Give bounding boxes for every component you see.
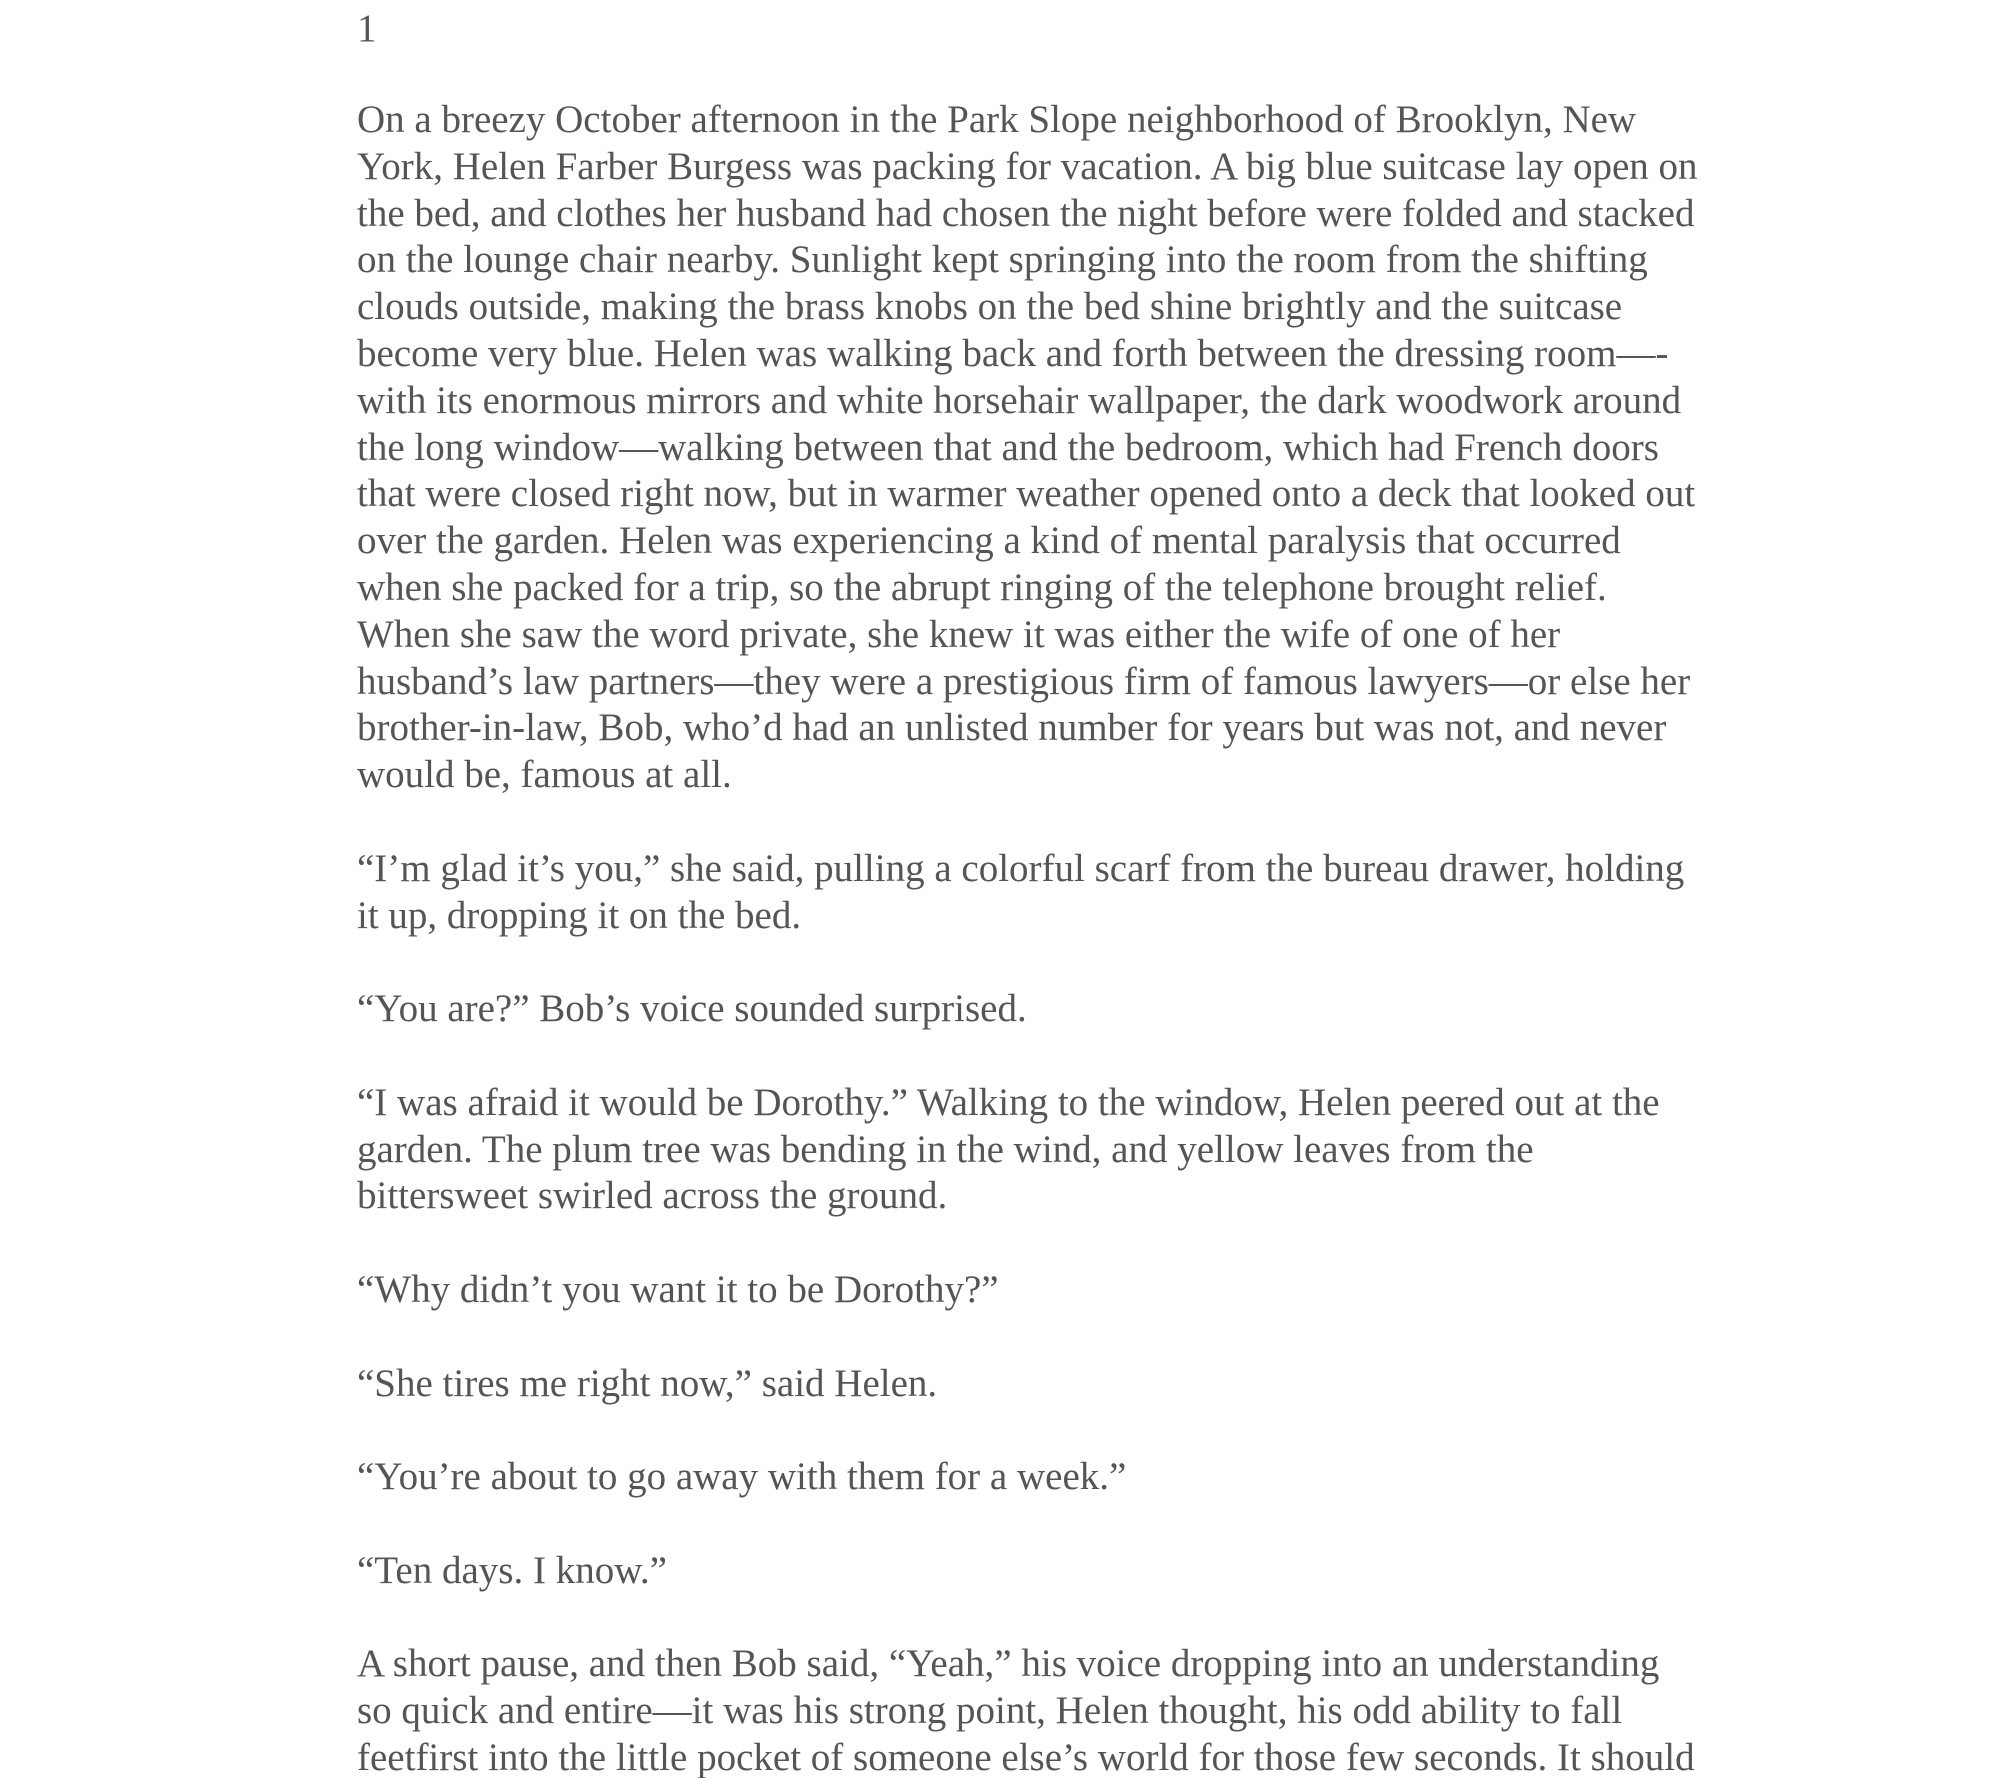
text-line: “Why didn’t you want it to be Dorothy?” — [357, 1267, 999, 1311]
text-line: On a breezy October afternoon in the Park Slope neighborhood of Brooklyn, New — [357, 98, 1637, 141]
paragraph-opening — [357, 97, 1698, 799]
paragraph-dialogue — [357, 1548, 1675, 1595]
text-line: that were closed right now, but in warmer weather opened onto a deck that looked out — [357, 472, 1696, 516]
text-line: clouds outside, making the brass knobs on the bed shine brightly and the suitcase — [357, 285, 1623, 329]
text-line: it up, dropping it on the bed. — [357, 893, 802, 937]
paragraph-dialogue — [357, 1267, 1675, 1314]
text-line: the bed, and clothes her husband had chosen the night before were folded and stacked — [357, 191, 1695, 235]
paragraph-dialogue — [357, 1361, 1675, 1408]
text-line: brother-in-law, Bob, who’d had an unlisted number for years but was not, and never — [357, 706, 1667, 750]
text-line: When she saw the word private, she knew it was either the wife of one of her — [357, 612, 1561, 656]
text-line: “She tires me right now,” said Helen. — [357, 1361, 938, 1405]
text-line: “I’m glad it’s you,” she said, pulling a colorful scarf from the bureau drawer, holding — [357, 846, 1685, 890]
text-line: become very blue. Helen was walking back and forth between the dressing room—- — [357, 331, 1669, 375]
text-line: “I was afraid it would be Dorothy.” Walking to the window, Helen peered out at the — [357, 1080, 1660, 1124]
text-line: when she packed for a trip, so the abrupt ringing of the telephone brought relief. — [357, 565, 1607, 609]
paragraph-dialogue — [357, 846, 1685, 940]
text-line: “You are?” Bob’s voice sounded surprised. — [357, 987, 1027, 1031]
text-line: A short pause, and then Bob said, “Yeah,” his voice dropping into an understanding — [357, 1642, 1660, 1686]
paragraph-narration — [357, 1641, 1695, 1778]
text-line: on the lounge chair nearby. Sunlight kept springing into the room from the shifting — [357, 238, 1648, 282]
text-line: York, Helen Farber Burgess was packing for vacation. A big blue suitcase lay open on — [357, 144, 1698, 188]
paragraph-dialogue — [357, 986, 1675, 1033]
page-number: 1 — [357, 7, 377, 50]
text-line: “Ten days. I know.” — [357, 1548, 667, 1592]
text-line: feetfirst into the little pocket of someone else’s world for those few seconds. It should — [357, 1735, 1695, 1778]
text-line: bittersweet swirled across the ground. — [357, 1174, 948, 1218]
paragraph-dialogue — [357, 1454, 1675, 1501]
text-line: the long window—walking between that and the bedroom, which had French doors — [357, 425, 1659, 469]
text-line: so quick and entire—it was his strong point, Helen thought, his odd ability to fall — [357, 1689, 1623, 1733]
body-text — [357, 97, 1698, 1778]
text-line: husband’s law partners—they were a prestigious firm of famous lawyers—or else her — [357, 659, 1691, 703]
text-line: over the garden. Helen was experiencing a kind of mental paralysis that occurred — [357, 519, 1621, 563]
text-line: “You’re about to go away with them for a week.” — [357, 1455, 1127, 1499]
paragraph-dialogue — [357, 1080, 1675, 1220]
text-line: would be, famous at all. — [357, 753, 732, 797]
text-line: garden. The plum tree was bending in the wind, and yellow leaves from the — [357, 1127, 1534, 1171]
text-line: with its enormous mirrors and white horsehair wallpaper, the dark woodwork around — [357, 378, 1682, 422]
